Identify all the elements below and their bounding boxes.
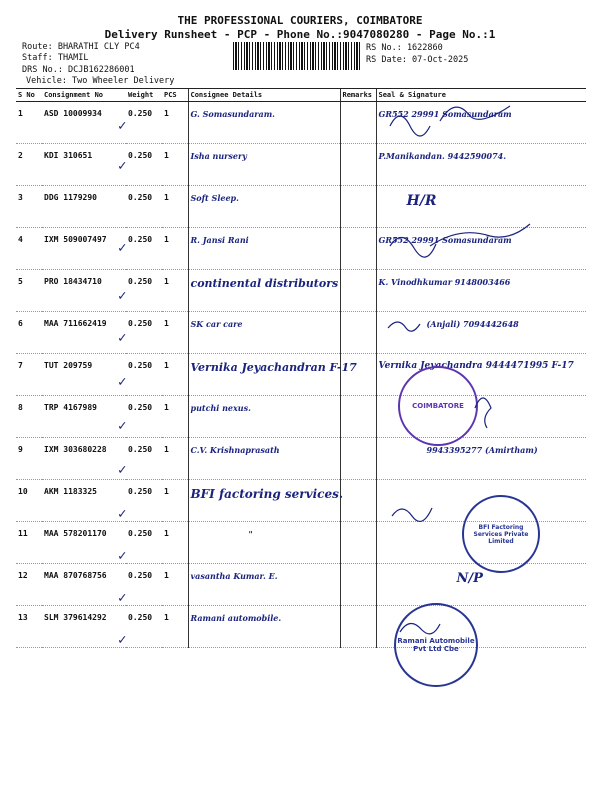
cell-pcs: 1 — [162, 144, 188, 186]
coimbatore-stamp-text: COIMBATORE — [412, 402, 464, 410]
cell-sno: 8 — [16, 396, 42, 438]
drs-label: DRS No.: DCJB162286001 — [22, 65, 135, 75]
cell-sno: 2 — [16, 144, 42, 186]
cell-remarks — [340, 438, 376, 480]
ramani-stamp-text: Ramani Automobile Pvt Ltd Cbe — [397, 637, 475, 653]
staff-label: Staff: THAMIL — [22, 53, 89, 63]
cell-weight: 0.250 — [126, 102, 162, 144]
tick-mark: ✓ — [118, 240, 127, 256]
cell-remarks — [340, 102, 376, 144]
cell-weight: 0.250 — [126, 480, 162, 522]
tick-mark: ✓ — [118, 590, 127, 606]
cell-weight: 0.250 — [126, 438, 162, 480]
cell-sno: 7 — [16, 354, 42, 396]
cell-consignment: PRO 18434710 — [42, 270, 126, 312]
cell-sno: 11 — [16, 522, 42, 564]
cell-seal: GR552 29991 Somasundaram — [376, 228, 586, 270]
cell-consignee: vasantha Kumar. E. — [188, 564, 340, 606]
cell-consignment: TUT 209759 — [42, 354, 126, 396]
cell-sno: 4 — [16, 228, 42, 270]
cell-consignee: BFI factoring services. — [188, 480, 340, 522]
tick-mark: ✓ — [118, 118, 127, 134]
cell-sno: 5 — [16, 270, 42, 312]
cell-weight: 0.250 — [126, 522, 162, 564]
cell-pcs: 1 — [162, 228, 188, 270]
tick-mark: ✓ — [118, 330, 127, 346]
cell-seal: H/R — [376, 186, 586, 228]
cell-consignee: " — [188, 522, 340, 564]
cell-consignee: C.V. Krishnaprasath — [188, 438, 340, 480]
cell-sno: 6 — [16, 312, 42, 354]
cell-remarks — [340, 564, 376, 606]
col-consignee: Consignee Details — [188, 89, 340, 102]
cell-weight: 0.250 — [126, 564, 162, 606]
cell-seal: Vernika Jeyachandra 9444471995 F-17 — [376, 354, 586, 396]
bfi-stamp-text: BFI Factoring Services Private Limited — [473, 523, 529, 545]
col-seal: Seal & Signature — [376, 89, 586, 102]
cell-sno: 9 — [16, 438, 42, 480]
col-consignment: Consignment No — [42, 89, 126, 102]
cell-remarks — [340, 270, 376, 312]
cell-weight: 0.250 — [126, 396, 162, 438]
cell-pcs: 1 — [162, 354, 188, 396]
company-title: THE PROFESSIONAL COURIERS, COIMBATORE — [177, 14, 423, 27]
cell-pcs: 1 — [162, 480, 188, 522]
tick-mark: ✓ — [118, 374, 127, 390]
vehicle-label: Vehicle: Two Wheeler Delivery — [26, 76, 175, 86]
tick-mark: ✓ — [118, 288, 127, 304]
cell-seal: 9943395277 (Amirtham) — [376, 438, 586, 480]
cell-pcs: 1 — [162, 102, 188, 144]
cell-consignment: SLM 379614292 — [42, 606, 126, 648]
cell-consignee: SK car care — [188, 312, 340, 354]
cell-weight: 0.250 — [126, 144, 162, 186]
cell-sno: 3 — [16, 186, 42, 228]
cell-consignee: R. Jansi Rani — [188, 228, 340, 270]
cell-consignee: G. Somasundaram. — [188, 102, 340, 144]
cell-consignee: Isha nursery — [188, 144, 340, 186]
cell-seal: GR552 29991 Somasundaram — [376, 102, 586, 144]
cell-remarks — [340, 228, 376, 270]
rs-date: RS Date: 07-Oct-2025 — [366, 55, 469, 65]
cell-consignment: MAA 711662419 — [42, 312, 126, 354]
cell-weight: 0.250 — [126, 606, 162, 648]
cell-consignee: Ramani automobile. — [188, 606, 340, 648]
cell-consignee: Vernika Jeyachandran F-17 — [188, 354, 340, 396]
cell-consignment: IXM 509007497 — [42, 228, 126, 270]
tick-mark: ✓ — [118, 632, 127, 648]
cell-sno: 12 — [16, 564, 42, 606]
tick-mark: ✓ — [118, 506, 127, 522]
cell-pcs: 1 — [162, 396, 188, 438]
cell-remarks — [340, 144, 376, 186]
cell-remarks — [340, 312, 376, 354]
cell-seal: K. Vinodhkumar 9148003466 — [376, 270, 586, 312]
cell-sno: 13 — [16, 606, 42, 648]
cell-remarks — [340, 522, 376, 564]
cell-consignment: MAA 578201170 — [42, 522, 126, 564]
cell-consignment: MAA 870768756 — [42, 564, 126, 606]
cell-remarks — [340, 606, 376, 648]
col-weight: Weight — [126, 89, 162, 102]
cell-weight: 0.250 — [126, 186, 162, 228]
cell-consignee: putchi nexus. — [188, 396, 340, 438]
cell-consignment: TRP 4167989 — [42, 396, 126, 438]
cell-pcs: 1 — [162, 522, 188, 564]
cell-weight: 0.250 — [126, 312, 162, 354]
cell-consignment: AKM 1183325 — [42, 480, 126, 522]
cell-pcs: 1 — [162, 564, 188, 606]
barcode — [233, 42, 361, 70]
cell-seal: N/P — [376, 564, 586, 606]
col-sno: S No — [16, 89, 42, 102]
cell-remarks — [340, 186, 376, 228]
route-label: Route: BHARATHI CLY PC4 — [22, 42, 140, 52]
cell-remarks — [340, 354, 376, 396]
tick-mark: ✓ — [118, 548, 127, 564]
cell-consignee: continental distributors — [188, 270, 340, 312]
runsheet-subtitle: Delivery Runsheet - PCP - Phone No.:9047080280 - Page No.:1 — [104, 28, 496, 41]
cell-consignment: ASD 10009934 — [42, 102, 126, 144]
signature-scribbles — [380, 96, 590, 656]
cell-consignment: IXM 303680228 — [42, 438, 126, 480]
cell-weight: 0.250 — [126, 228, 162, 270]
cell-sno: 10 — [16, 480, 42, 522]
cell-remarks — [340, 396, 376, 438]
cell-pcs: 1 — [162, 606, 188, 648]
col-remarks: Remarks — [340, 89, 376, 102]
tick-mark: ✓ — [118, 418, 127, 434]
cell-seal: P.Manikandan. 9442590074. — [376, 144, 586, 186]
cell-consignee: Soft Sleep. — [188, 186, 340, 228]
cell-weight: 0.250 — [126, 270, 162, 312]
cell-consignment: KDI 310651 — [42, 144, 126, 186]
cell-weight: 0.250 — [126, 354, 162, 396]
cell-pcs: 1 — [162, 312, 188, 354]
cell-seal: (Anjali) 7094442648 — [376, 312, 586, 354]
cell-pcs: 1 — [162, 186, 188, 228]
cell-remarks — [340, 480, 376, 522]
cell-sno: 1 — [16, 102, 42, 144]
col-pcs: PCS — [162, 89, 188, 102]
cell-pcs: 1 — [162, 270, 188, 312]
cell-pcs: 1 — [162, 438, 188, 480]
cell-consignment: DDG 1179290 — [42, 186, 126, 228]
tick-mark: ✓ — [118, 158, 127, 174]
rs-number: RS No.: 1622860 — [366, 43, 443, 53]
tick-mark: ✓ — [118, 462, 127, 478]
